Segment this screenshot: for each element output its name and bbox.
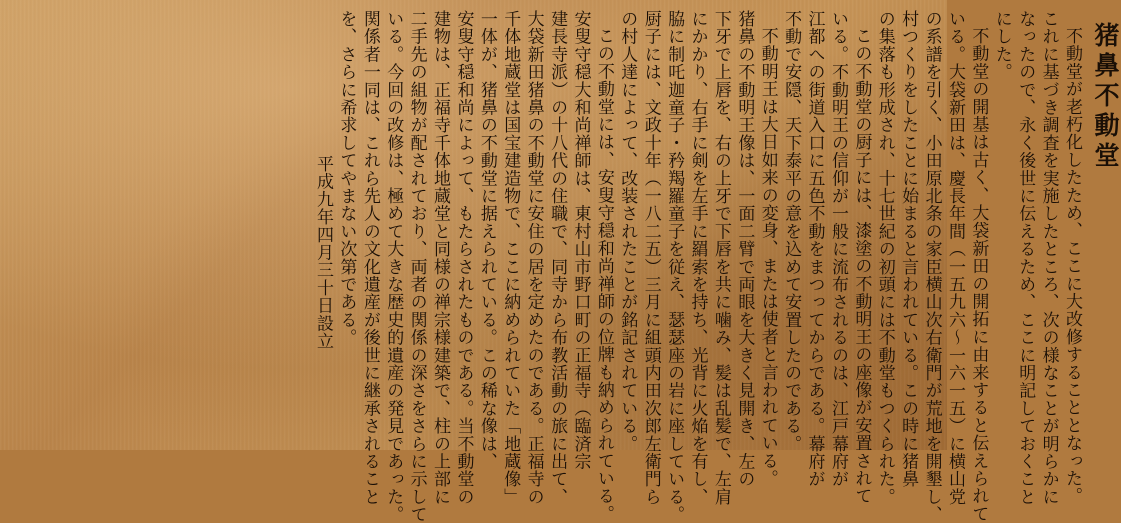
text-column: これに基づき調査を実施したところ、次の様なことが明らかに <box>1038 10 1059 506</box>
text-column: いる。今回の改修は、極めて大きな歴史的遺産の発見であった。 <box>383 10 404 523</box>
plaque-title: 猪鼻不動堂 <box>1091 22 1120 172</box>
text-column: 関係者一同は、これら先人の文化遺産が後世に継承されること <box>359 10 380 506</box>
text-column: の集落も形成され、十七世紀の初頭には不動堂もつくられた。 <box>874 10 895 506</box>
text-column: この不動堂の厨子には、漆塗の不動明王の座像が安置されて <box>851 27 872 505</box>
text-column: を、さらに希求してやまない次第である。 <box>336 10 357 347</box>
text-column: なったので、永く後世に伝えるため、ここに明記しておくこと <box>1015 10 1036 506</box>
date-column: 平成九年四月三十日設立 <box>313 154 333 350</box>
text-column: 猪鼻の不動明王像は、一面二臂で両眼を大きく見開き、左の <box>734 10 755 488</box>
text-column: 不動で安隠、天下泰平の意を込めて安置したのである。 <box>781 10 802 453</box>
text-column: 不動堂が老朽化したため、ここに大改修することとなった。 <box>1062 27 1082 505</box>
text-column: にした。 <box>991 10 1012 81</box>
text-column: 二手先の組物が配されており、両者の関係の深さをさらに示して <box>406 10 427 523</box>
text-column: いる。大袋新田は、慶長年間（一五九六〜一六一五）に横山党 <box>944 10 965 506</box>
text-column: 不動明王は大日如来の変身、または使者と言われている。 <box>757 27 778 488</box>
text-column: の系譜を引く、小田原北条の家臣横山次右衛門が荒地を開墾し、 <box>921 10 942 523</box>
text-column: 建長寺派）の十八代の住職で、同寺から布教活動の旅に出て、 <box>547 10 568 506</box>
text-column: 下牙で上唇を、右の上牙で下唇を共に噛み、髪は乱髪で、左肩 <box>710 10 731 506</box>
text-column: 厨子には、文政十年（一八二五）三月に組頭内田次郎左衛門ら <box>640 10 661 506</box>
text-column: 千体地蔵堂は国宝建造物で、ここに納められていた「地蔵像」 <box>500 10 521 506</box>
text-column: にかかり、右手に剣を左手に羂索を持ち、光背に火焔を有し、 <box>687 10 708 506</box>
text-column: 村つくりをしたことに始まると言われている。この時に猪鼻 <box>898 10 919 488</box>
text-column: 脇に制吒迦童子・矜羯羅童子を従え、瑟瑟座の岩に座している。 <box>664 10 685 523</box>
text-column: この不動堂には、安叟守穏和尚禅師の位牌も納められている。 <box>593 27 614 523</box>
text-column: 安叟守穏大和尚禅師は、東村山市野口町の正福寺（臨済宗 <box>570 10 591 471</box>
plaque-text <box>298 10 1120 523</box>
text-column: 不動堂の開基は古く、大袋新田の開拓に由来すると伝えられて <box>968 27 989 523</box>
text-column: 大袋新田猪鼻の不動堂に安住の居を定めたのである。正福寺の <box>523 10 544 506</box>
text-column: いる。不動明王の信仰が一般に流布されるのは、江戸幕府が <box>827 10 848 488</box>
text-column: の村人達によって、改装されたことが銘記されている。 <box>617 10 638 453</box>
text-column: 安叟守穏和尚によって、もたらされたものである。当不動堂の <box>453 10 474 506</box>
text-column: 江都への街道入口に五色不動をまつってからである。幕府が <box>804 10 825 488</box>
text-column: 一体が、猪鼻の不動堂に据えられている。この稀な像は、 <box>476 10 497 471</box>
text-column: 建物は、正福寺千体地蔵堂と同様の禅宗様建築で、柱の上部に <box>430 10 451 506</box>
